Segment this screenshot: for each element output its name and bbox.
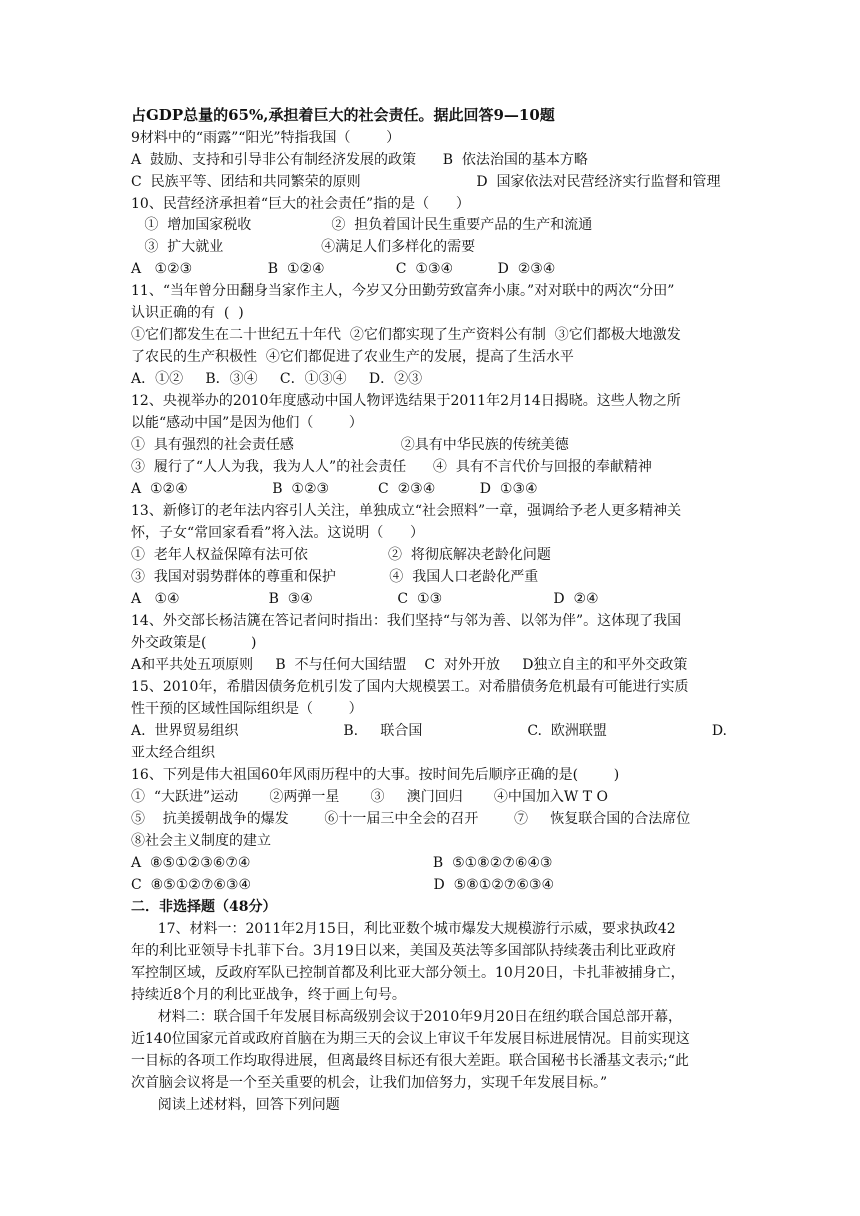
q10-items-12: ① 增加国家税收 ② 担负着国计民生重要产品的生产和流通 bbox=[131, 217, 593, 233]
q14-stem: 14、外交部长杨洁篪在答记者问时指出：我们坚持“与邻为善、以邻为伴”。这体现了我国 bbox=[131, 613, 682, 629]
q14-options: A和平共处五项原则 B 不与任何大国结盟 C 对外开放 D独立自主的和平外交政策 bbox=[131, 657, 688, 673]
q10-stem: 10、民营经济承担着“巨大的社会责任”指的是（ ） bbox=[131, 196, 470, 212]
q15-option-a: A. 世界贸易组织 bbox=[131, 723, 239, 739]
q12-stem: 12、央视举办的2010年度感动中国人物评选结果于2011年2月14日揭晓。这些人物之所 bbox=[131, 393, 681, 409]
q11-stem: 11、“当年曾分田翻身当家作主人，今岁又分田勤劳致富奔小康。”对对联中的两次“分田” bbox=[131, 283, 675, 299]
q17-instruction: 阅读上述材料，回答下列问题 bbox=[131, 1097, 340, 1113]
q15-option-b: B. 联合国 bbox=[343, 723, 423, 739]
q17-material1-line1: 17、材料一：2011年2月15日，利比亚数个城市爆发大规模游行示威，要求执政42 bbox=[131, 921, 676, 937]
q17-material1-line4: 持续近8个月的利比亚战争，终于画上句号。 bbox=[131, 987, 406, 1003]
q12-items-12: ① 具有强烈的社会责任感 ②具有中华民族的传统美德 bbox=[131, 437, 569, 453]
q10-items-34: ③ 扩大就业 ④满足人们多样化的需要 bbox=[131, 239, 476, 255]
q13-items-34: ③ 我国对弱势群体的尊重和保护 ④ 我国人口老龄化严重 bbox=[131, 569, 539, 585]
q17-material1-line3: 军控制区域，反政府军队已控制首都及利比亚大部分领土。10月20日，卡扎菲被捕身亡， bbox=[131, 965, 685, 981]
q17-material1-line2: 年的利比亚领导卡扎菲下台。3月19日以来，美国及英法等多国部队持续袭击利比亚政府 bbox=[131, 943, 676, 959]
q15-stem: 15、2010年，希腊因债务危机引发了国内大规模罢工。对希腊债务危机最有可能进行实质 bbox=[131, 679, 689, 695]
q10-options: A ①②③ B ①②④ C ①③④ D ②③④ bbox=[131, 261, 556, 277]
q17-material2-line4: 次首脑会议将是一个至关重要的机会，让我们加倍努力，实现千年发展目标。” bbox=[131, 1075, 608, 1091]
section-heading: 二．非选择题（48分） bbox=[131, 899, 277, 915]
q9-stem: 9材料中的“雨露”“阳光”特指我国（ ） bbox=[131, 130, 401, 146]
q16-items-2: ⑤ 抗美援朝战争的爆发 ⑥十一届三中全会的召开 ⑦ 恢复联合国的合法席位 bbox=[131, 811, 691, 827]
q15-option-d-cont: 亚太经合组织 bbox=[131, 745, 215, 761]
q12-stem-cont: 以能“感动中国”是因为他们（ ） bbox=[131, 415, 363, 431]
q9-options-ab: A 鼓励、支持和引导非公有制经济发展的政策 B 依法治国的基本方略 bbox=[131, 152, 588, 168]
q9-options-cd: C 民族平等、团结和共同繁荣的原则 D 国家依法对民营经济实行监督和管理 bbox=[131, 174, 721, 190]
q13-items-12: ① 老年人权益保障有法可依 ② 将彻底解决老龄化问题 bbox=[131, 547, 551, 563]
q16-items-1: ① “大跃进”运动 ②两弹一星 ③ 澳门回归 ④中国加入W T O bbox=[131, 789, 609, 805]
q13-stem-cont: 怀，子女“常回家看看”将入法。这说明（ ） bbox=[131, 525, 425, 541]
q16-stem: 16、下列是伟大祖国60年风雨历程中的大事。按时间先后顺序正确的是( ) bbox=[131, 767, 620, 783]
q16-options-ab: A ⑧⑤①②③⑥⑦④ B ⑤①⑧②⑦⑥④③ bbox=[131, 855, 553, 871]
q11-stem-cont: 认识正确的有 ( ) bbox=[131, 305, 244, 321]
intro-line: 占GDP总量的65%,承担着巨大的社会责任。据此回答9—10题 bbox=[131, 106, 555, 124]
q16-items-3: ⑧社会主义制度的建立 bbox=[131, 833, 271, 849]
q11-items-cont: 了农民的生产积极性 ④它们都促进了农业生产的发展，提高了生活水平 bbox=[131, 349, 574, 365]
q11-options: A．①② B．③④ C．①③④ D．②③ bbox=[131, 371, 423, 387]
q15-option-d: D. bbox=[711, 723, 727, 739]
q15-options bbox=[131, 721, 727, 741]
q13-stem: 13、新修订的老年法内容引人关注，单独成立“社会照料”一章，强调给予老人更多精神关 bbox=[131, 503, 682, 519]
q17-material2-line2: 近140位国家元首或政府首脑在为期三天的会议上审议千年发展目标进展情况。目前实现这 bbox=[131, 1031, 690, 1047]
q15-stem-cont: 性干预的区域性国际组织是（ ） bbox=[131, 701, 363, 717]
q15-option-c: C. 欧洲联盟 bbox=[527, 723, 607, 739]
q11-items: ①它们都发生在二十世纪五十年代 ②它们都实现了生产资料公有制 ③它们都极大地激发 bbox=[131, 327, 681, 343]
q17-material2-line3: 一目标的各项工作均取得进展，但离最终目标还有很大差距。联合国秘书长潘基文表示;“此 bbox=[131, 1053, 689, 1069]
q14-stem-cont: 外交政策是( ) bbox=[131, 635, 257, 651]
q13-options: A ①④ B ③④ C ①③ D ②④ bbox=[131, 591, 599, 607]
q12-items-34: ③ 履行了“人人为我，我为人人”的社会责任 ④ 具有不言代价与回报的奉献精神 bbox=[131, 459, 652, 475]
q16-options-cd: C ⑧⑤①②⑦⑥③④ D ⑤⑧①②⑦⑥③④ bbox=[131, 877, 555, 893]
q12-options: A ①②④ B ①②③ C ②③④ D ①③④ bbox=[131, 481, 538, 497]
q17-material2-line1: 材料二：联合国千年发展目标高级别会议于2010年9月20日在纽约联合国总部开幕， bbox=[131, 1009, 683, 1025]
